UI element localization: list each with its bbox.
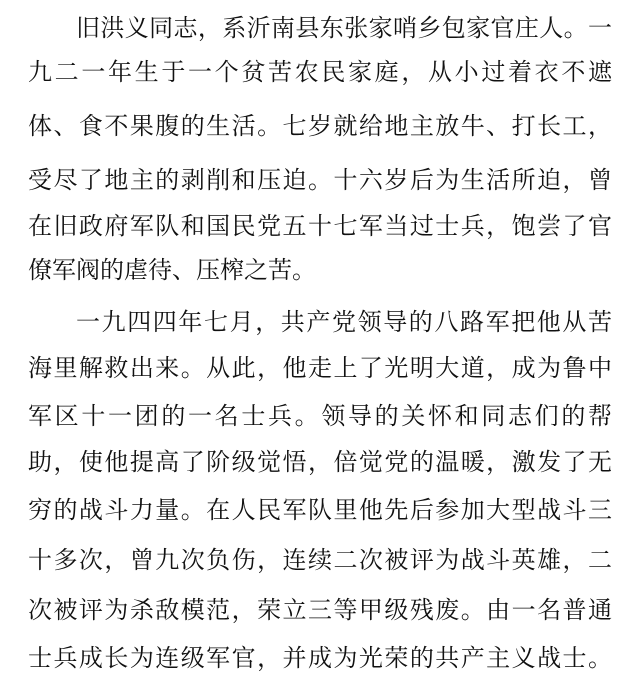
text-line: 海里解救出来。从此，他走上了光明大道，成为鲁中 bbox=[28, 354, 612, 382]
text-line: 受尽了地主的剥削和压迫。十六岁后为生活所迫，曾 bbox=[28, 166, 612, 194]
text-line: 一九四四年七月，共产党领导的八路军把他从苦 bbox=[76, 308, 612, 336]
text-line: 十多次，曾九次负伤，连续二次被评为战斗英雄，二 bbox=[28, 546, 612, 574]
text-line: 僚军阀的虐待、压榨之苦。 bbox=[28, 256, 316, 284]
text-line: 在旧政府军队和国民党五十七军当过士兵，饱尝了官 bbox=[28, 212, 612, 240]
text-line: 九二一年生于一个贫苦农民家庭，从小过着衣不遮 bbox=[28, 58, 612, 86]
text-line: 穷的战斗力量。在人民军队里他先后参加大型战斗三 bbox=[28, 496, 612, 524]
text-line: 次被评为杀敌模范，荣立三等甲级残废。由一名普通 bbox=[28, 596, 612, 624]
text-line: 助，使他提高了阶级觉悟，倍觉党的温暖，激发了无 bbox=[28, 448, 612, 476]
text-line: 旧洪义同志，系沂南县东张家哨乡包家官庄人。一 bbox=[76, 14, 612, 42]
text-line: 军区十一团的一名士兵。领导的关怀和同志们的帮 bbox=[28, 402, 612, 430]
text-line: 体、食不果腹的生活。七岁就给地主放牛、打长工， bbox=[28, 112, 612, 140]
text-line: 士兵成长为连级军官，并成为光荣的共产主义战士。 bbox=[28, 644, 612, 672]
